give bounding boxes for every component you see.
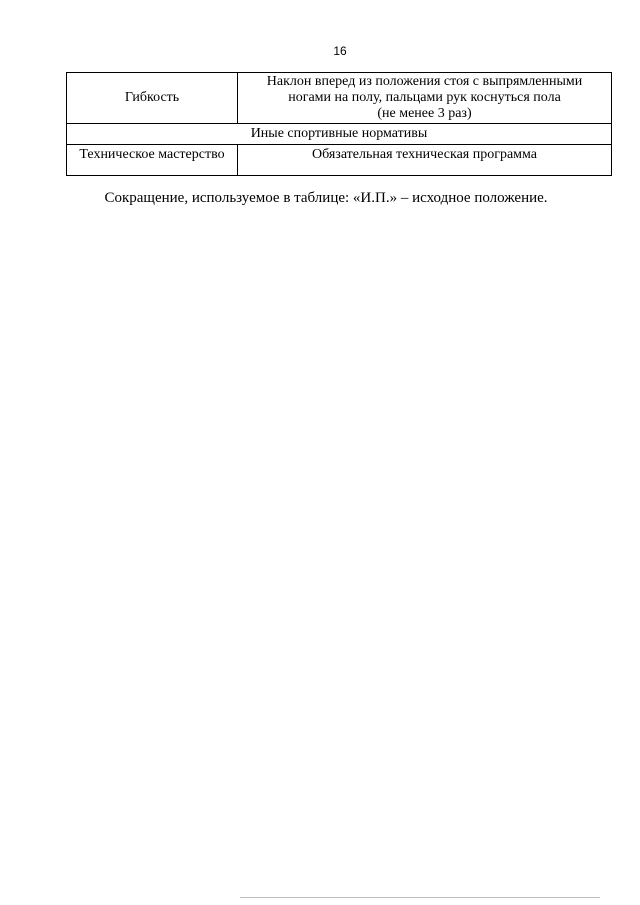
table-row-technique [67,145,612,176]
cell-technique-label: Техническое мастерство [67,145,238,176]
abbreviation-note: Сокращение, используемое в таблице: «И.П.» – исходное положение. [104,190,548,206]
page-number: 16 [333,44,347,58]
cell-flexibility-exercise [238,73,612,124]
table-section-row [67,124,612,145]
exercise-line-3: (не менее 3 раз) [377,106,472,121]
exercise-line-1: Наклон вперед из положения стоя с выпрямленными [266,74,583,89]
standards-table [66,72,612,176]
scan-artifact-line [240,897,600,898]
table-row-flexibility [67,73,612,124]
section-title: Иные спортивные нормативы [67,124,612,145]
cell-technique-value: Обязательная техническая программа [238,145,612,176]
exercise-line-2: ногами на полу, пальцами рук коснуться пола [288,90,561,105]
cell-flexibility-label: Гибкость [67,73,238,124]
